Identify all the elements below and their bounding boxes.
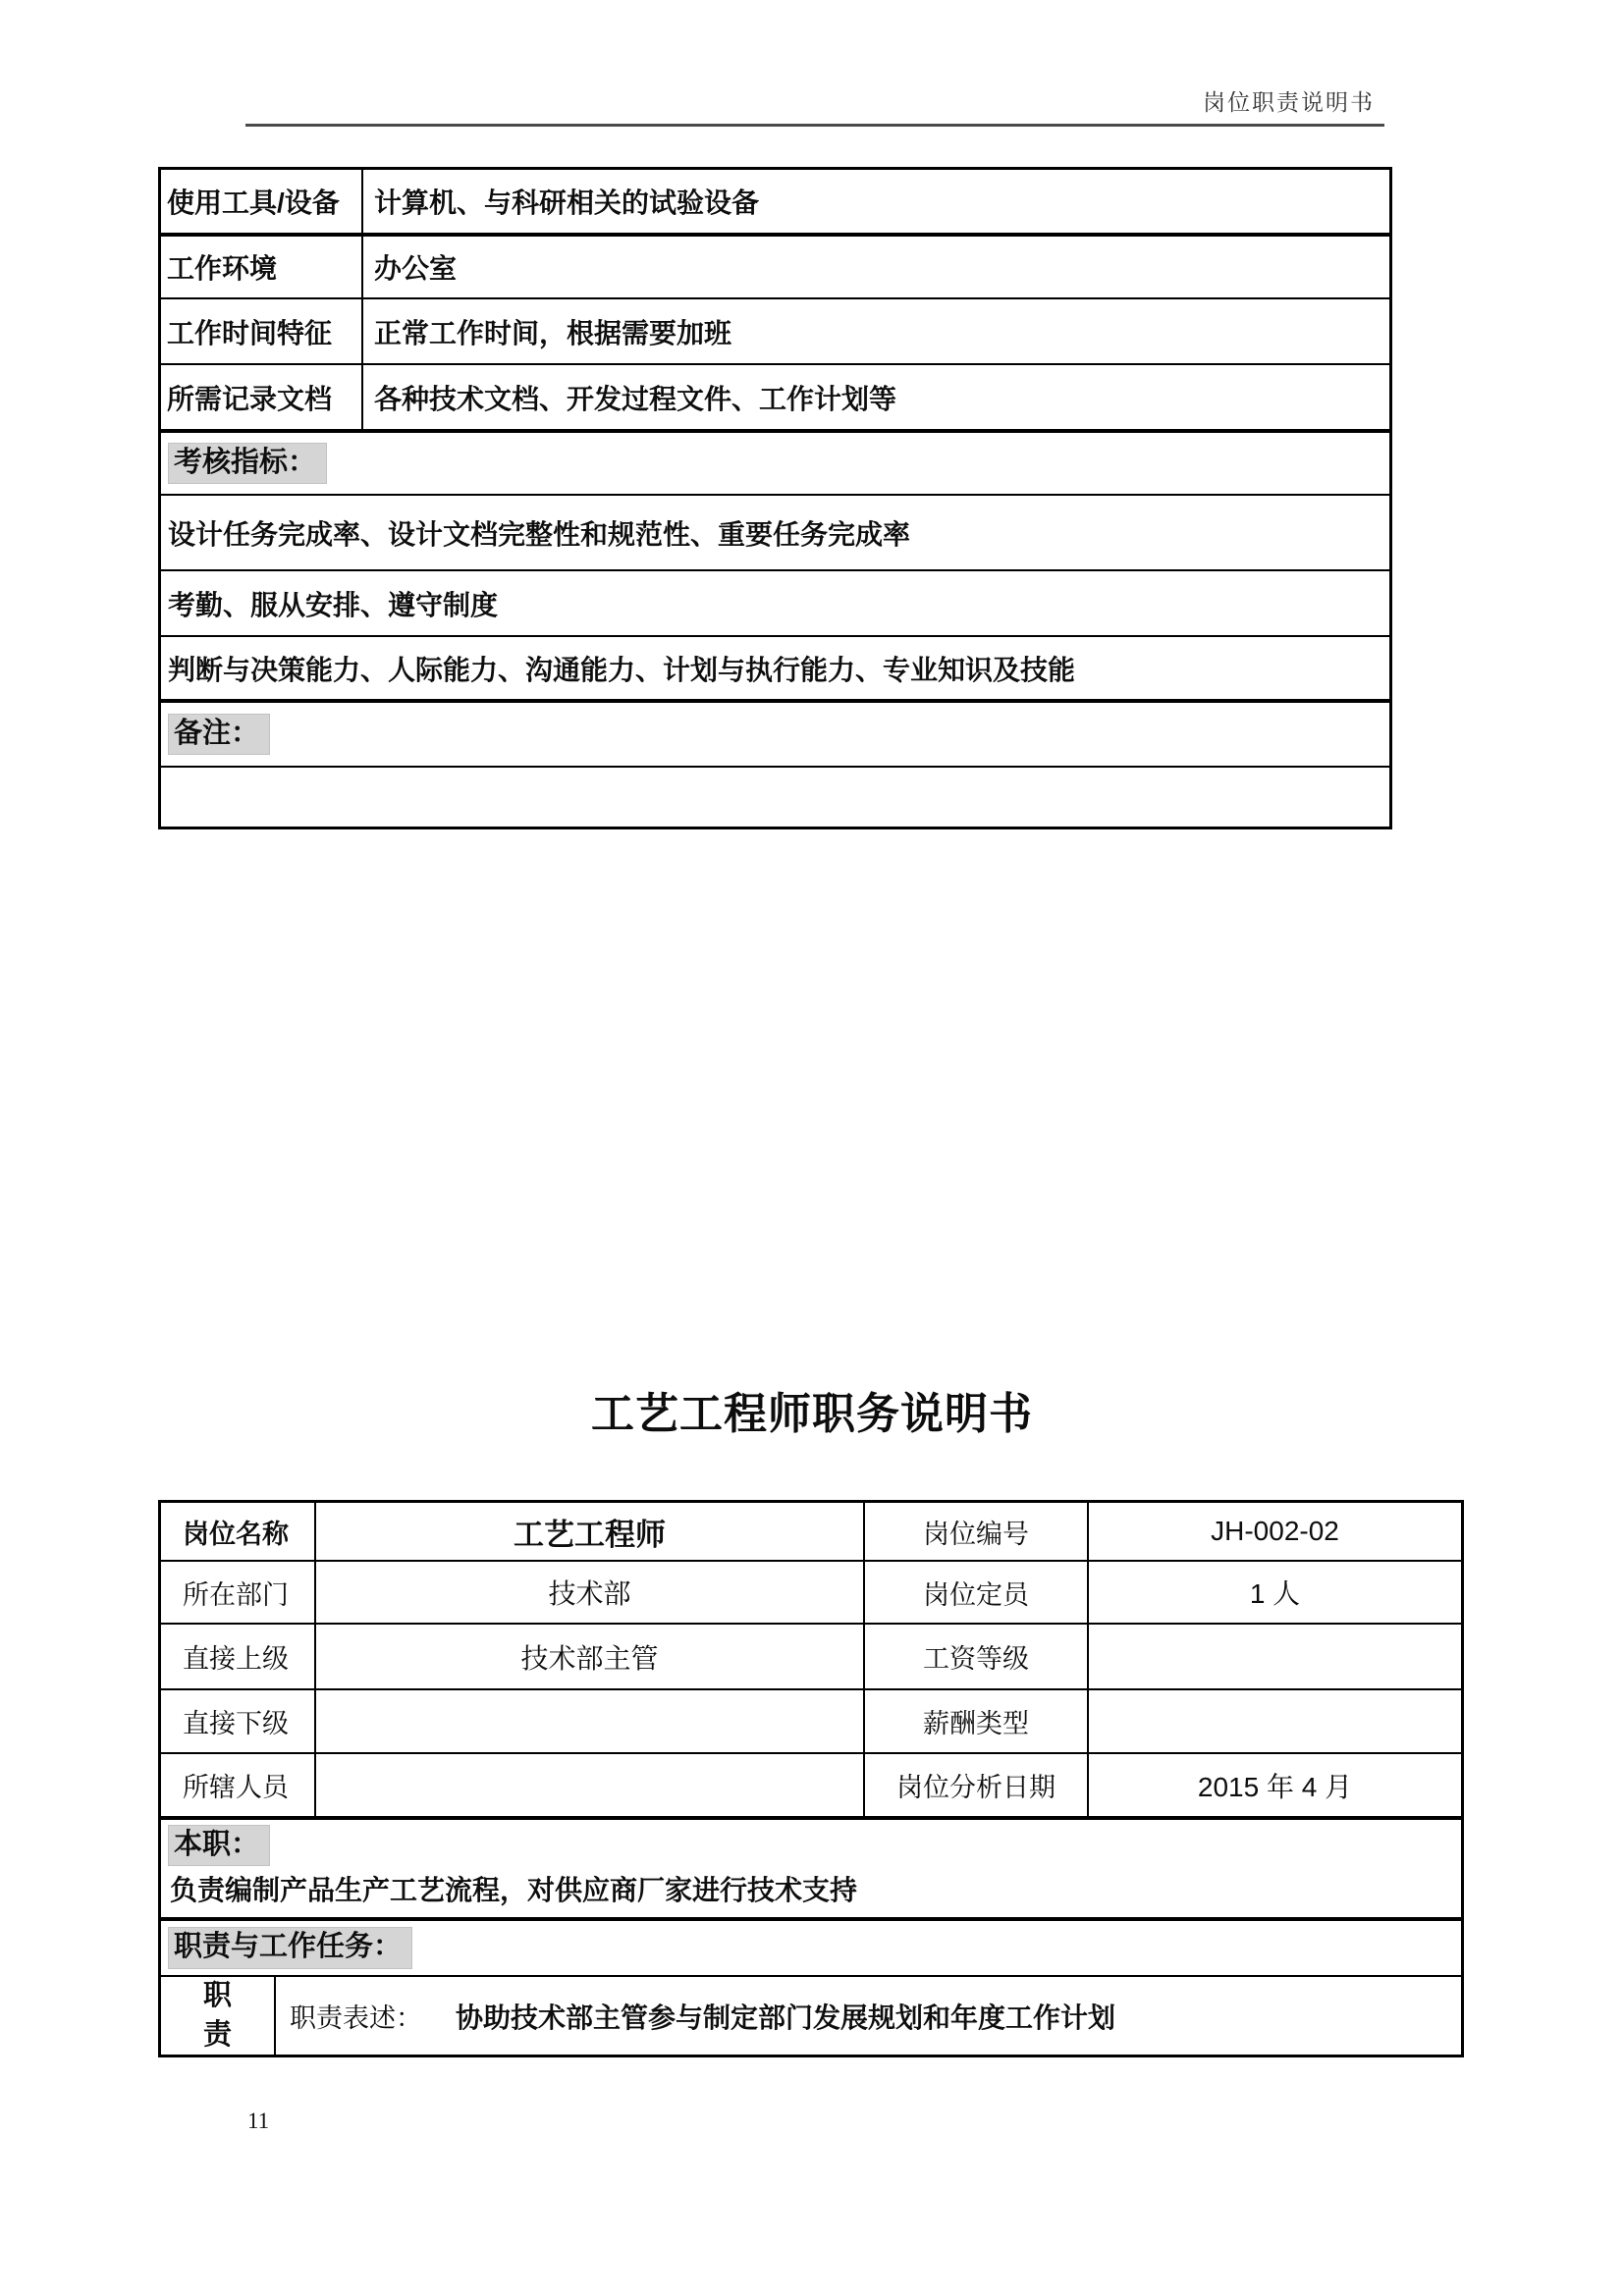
field-label: 直接下级 <box>161 1690 316 1752</box>
field-value: 2015 年 4 月 <box>1197 1771 1353 1802</box>
row-label: 工作时间特征 <box>161 299 363 363</box>
main-duty-heading-chip: 本职： <box>168 1825 270 1866</box>
field-label: 岗位编号 <box>865 1503 1089 1560</box>
duties-heading-row <box>161 1917 1461 1975</box>
header-title: 岗位职责说明书 <box>1203 90 1375 115</box>
job-description-title: 工艺工程师职务说明书 <box>591 1390 1033 1438</box>
table-row <box>161 1688 1461 1752</box>
field-label: 岗位定员 <box>865 1562 1089 1623</box>
remark-heading-chip: 备注： <box>168 714 270 755</box>
table-row <box>161 297 1389 363</box>
kpi-heading-chip: 考核指标： <box>168 443 327 484</box>
table-row <box>161 1503 1461 1560</box>
table-row <box>161 1623 1461 1688</box>
remark-heading-cell <box>161 703 1389 766</box>
field-value <box>1089 1625 1461 1688</box>
duties-heading-chip: 职责与工作任务： <box>168 1927 412 1968</box>
job-info-table <box>158 1500 1464 2057</box>
field-value: 1 人 <box>1249 1578 1301 1609</box>
field-value: JH-002-02 <box>1211 1516 1339 1546</box>
row-value: 正常工作时间，根据需要加班 <box>374 317 732 348</box>
row-label: 所需记录文档 <box>161 365 363 429</box>
field-label: 岗位名称 <box>161 1503 316 1560</box>
field-value <box>316 1754 865 1816</box>
table-row <box>161 363 1389 429</box>
page-number: 11 <box>247 2109 270 2133</box>
main-duty-text: 负责编制产品生产工艺流程，对供应商厂家进行技术支持 <box>170 1875 858 1906</box>
field-label: 薪酬类型 <box>865 1690 1089 1752</box>
duty-desc-label: 职责表述： <box>290 2003 422 2033</box>
table-row <box>161 1752 1461 1816</box>
duty-side-cell <box>161 1977 276 2055</box>
duty-row <box>161 1975 1461 2055</box>
kpi-item: 判断与决策能力、人际能力、沟通能力、计划与执行能力、专业知识及技能 <box>168 654 1076 685</box>
duty-side-label: 职责 <box>202 1980 232 2051</box>
attributes-table <box>158 167 1392 829</box>
field-label: 直接上级 <box>161 1625 316 1688</box>
kpi-item: 考勤、服从安排、遵守制度 <box>168 589 499 620</box>
field-value <box>316 1690 865 1752</box>
field-value <box>1089 1690 1461 1752</box>
remark-content-row <box>161 766 1389 827</box>
kpi-item: 设计任务完成率、设计文档完整性和规范性、重要任务完成率 <box>168 518 911 550</box>
duty-desc-text: 协助技术部主管参与制定部门发展规划和年度工作计划 <box>456 2002 1116 2033</box>
row-value: 办公室 <box>374 253 458 284</box>
duty-desc-cell <box>276 1977 1461 2055</box>
table-row <box>161 1560 1461 1623</box>
kpi-heading-cell <box>161 433 1389 494</box>
row-value: 计算机、与科研相关的试验设备 <box>374 187 760 218</box>
main-duty-section <box>161 1816 1461 1917</box>
field-value: 工艺工程师 <box>316 1503 865 1560</box>
field-value: 技术部主管 <box>316 1625 865 1688</box>
row-value: 各种技术文档、开发过程文件、工作计划等 <box>374 383 897 414</box>
field-label: 岗位分析日期 <box>865 1754 1089 1816</box>
field-value: 技术部 <box>316 1562 865 1623</box>
kpi-item-row <box>161 569 1389 635</box>
kpi-item-row <box>161 635 1389 699</box>
kpi-item-row <box>161 494 1389 569</box>
remark-heading-row <box>161 699 1389 766</box>
header-rule <box>245 124 1384 127</box>
row-label: 使用工具/设备 <box>161 170 363 233</box>
row-label: 工作环境 <box>161 237 363 297</box>
remark-content <box>161 768 1389 827</box>
field-label: 工资等级 <box>865 1625 1089 1688</box>
field-label: 所辖人员 <box>161 1754 316 1816</box>
field-label: 所在部门 <box>161 1562 316 1623</box>
table-row <box>161 233 1389 297</box>
table-row <box>161 170 1389 233</box>
kpi-heading-row <box>161 429 1389 494</box>
